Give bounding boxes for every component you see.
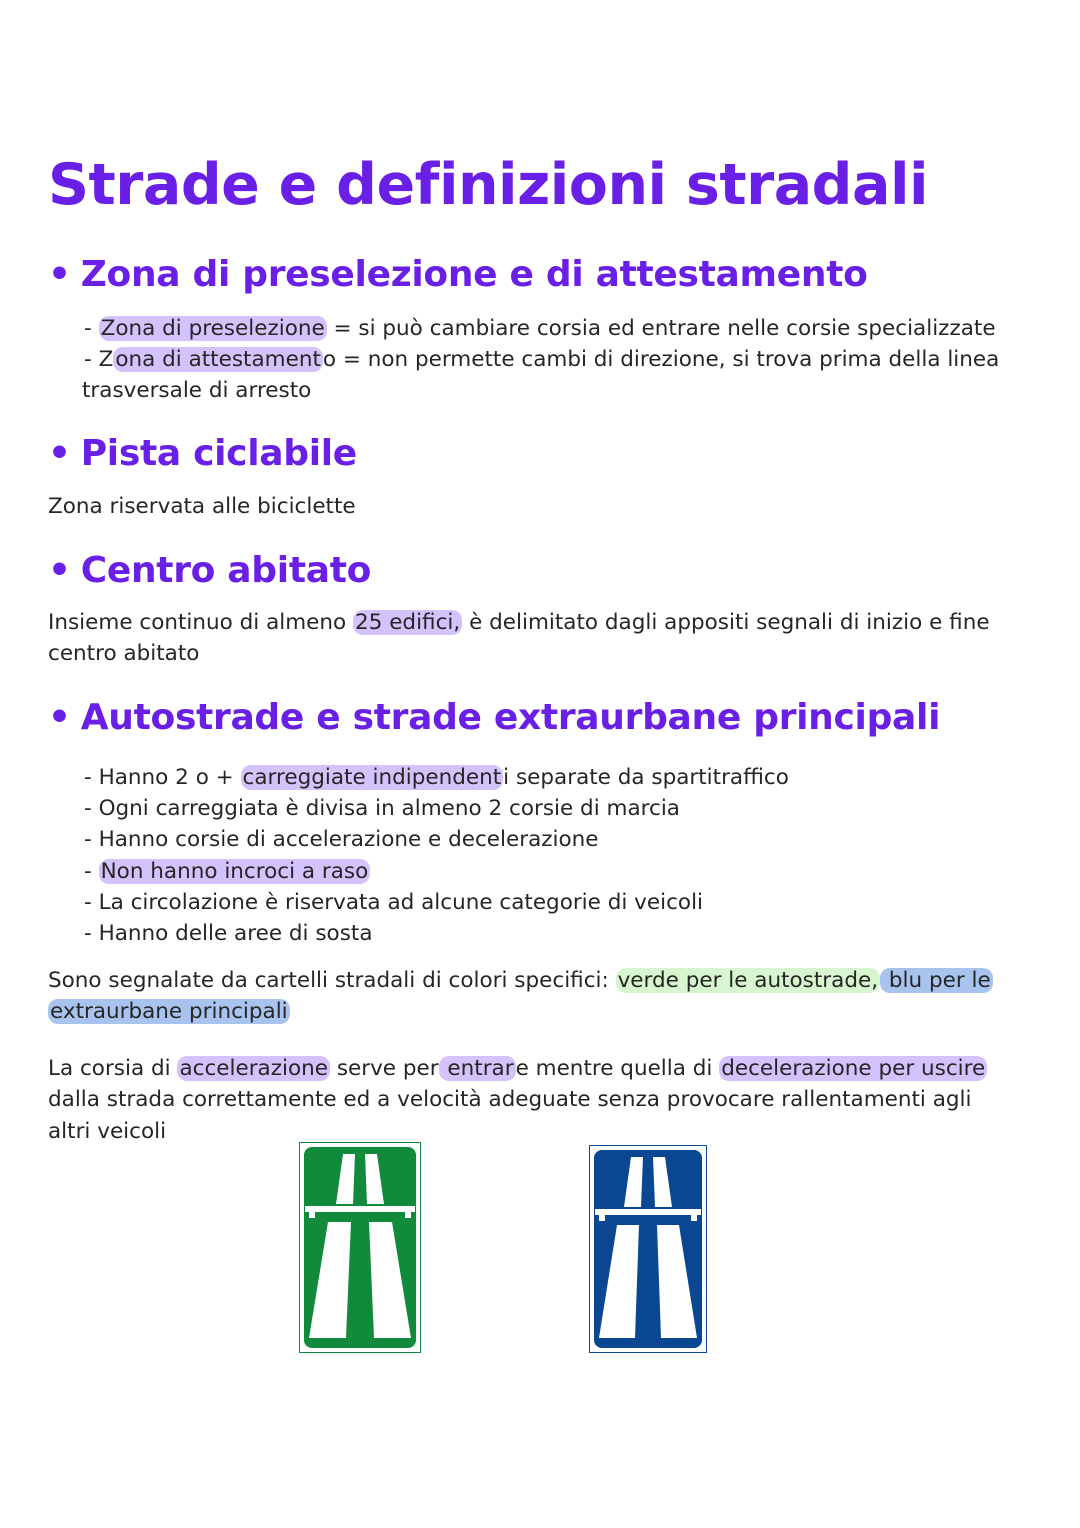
bullet-icon: • [48, 550, 71, 591]
bullet-icon: • [48, 697, 71, 738]
heading-autostrade: • Autostrade e strade extraurbane principali [48, 697, 941, 738]
autostrade-item-1: - Hanno 2 o + carreggiate indipendenti separate da spartitraffico [84, 765, 789, 790]
signs-line-1: Sono segnalate da cartelli stradali di colori specifici: verde per le autostrade, blu per le [48, 968, 991, 993]
corsia-line-3: altri veicoli [48, 1119, 167, 1144]
green-motorway-sign-icon [299, 1142, 421, 1353]
preselezione-item-2: - Zona di attestamento = non permette cambi di direzione, si trova prima della linea [84, 347, 1000, 372]
bullet-icon: • [48, 254, 71, 295]
preselezione-item-2-cont: trasversale di arresto [82, 378, 312, 403]
highlight: ona di attestament [115, 347, 321, 372]
pista-text: Zona riservata alle biciclette [48, 494, 356, 519]
highlight-blue: blu per le [882, 968, 991, 993]
signs-line-2 [48, 996, 290, 1028]
highlight-blue: extraurbane principali [50, 999, 288, 1024]
highlight-green: verde per le autostrade, [617, 968, 879, 993]
page-title: Strade e definizioni stradali [48, 152, 929, 218]
highlight: decelerazione per uscire [721, 1056, 986, 1081]
heading-centro: • Centro abitato [48, 550, 372, 591]
highlight: Zona di preselezione [100, 316, 325, 341]
highlight: Non hanno incroci a raso [100, 859, 369, 884]
corsia-line-2: dalla strada correttamente ed a velocità adeguate senza provocare rallentamenti agli [48, 1087, 972, 1112]
autostrade-item-6: - Hanno delle aree di sosta [84, 921, 373, 946]
centro-line-1: Insieme continuo di almeno 25 edifici, è delimitato dagli appositi segnali di inizio e fine [48, 610, 990, 635]
heading-preselezione: • Zona di preselezione e di attestamento [48, 254, 868, 295]
heading-pista: • Pista ciclabile [48, 433, 357, 474]
highlight: carreggiate indipendent [242, 765, 502, 790]
blue-motorway-sign-icon [589, 1145, 707, 1353]
preselezione-item-1: - Zona di preselezione = si può cambiare corsia ed entrare nelle corsie specializzate [84, 316, 996, 341]
corsia-line-1: La corsia di accelerazione serve per entrare mentre quella di decelerazione per uscire [48, 1056, 986, 1081]
highlight: 25 edifici, [355, 610, 461, 635]
highlight: accelerazione [179, 1056, 328, 1081]
autostrade-item-3: - Hanno corsie di accelerazione e decelerazione [84, 827, 599, 852]
bullet-icon: • [48, 433, 71, 474]
autostrade-item-5: - La circolazione è riservata ad alcune categorie di veicoli [84, 890, 704, 915]
autostrade-item-4: - Non hanno incroci a raso [84, 859, 369, 884]
autostrade-item-2: - Ogni carreggiata è divisa in almeno 2 corsie di marcia [84, 796, 680, 821]
highlight: entrar [440, 1056, 514, 1081]
centro-line-2: centro abitato [48, 641, 200, 666]
